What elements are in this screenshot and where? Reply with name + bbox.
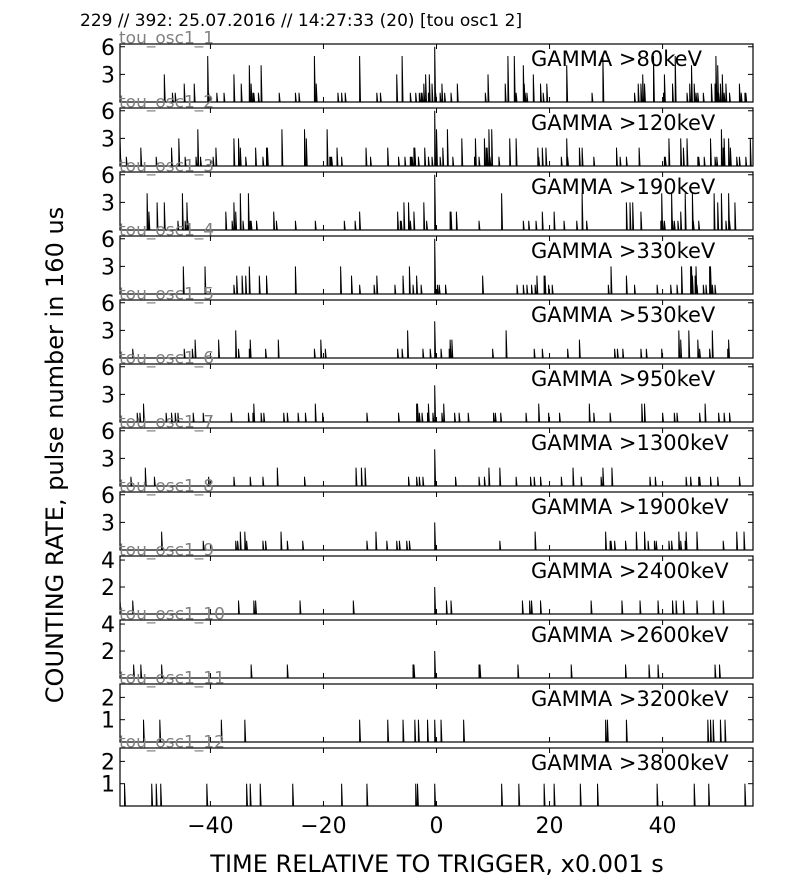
channel-label: tou_osc1_3 bbox=[119, 156, 215, 177]
y-tick-label: 3 bbox=[101, 319, 115, 345]
channel-label: tou_osc1_10 bbox=[119, 604, 225, 625]
y-tick-label: 6 bbox=[101, 227, 115, 253]
band-label: GAMMA >80keV bbox=[531, 47, 702, 71]
y-tick-label: 6 bbox=[101, 291, 115, 317]
panel bbox=[101, 477, 753, 551]
band-label: GAMMA >190keV bbox=[531, 175, 716, 199]
x-axis-label: TIME RELATIVE TO TRIGGER, x0.001 s bbox=[210, 850, 664, 878]
y-tick-label: 3 bbox=[101, 511, 115, 537]
band-label: GAMMA >330keV bbox=[531, 239, 716, 263]
y-tick-label: 6 bbox=[101, 355, 115, 381]
band-label: GAMMA >530keV bbox=[531, 303, 716, 327]
panel bbox=[101, 349, 753, 423]
channel-label: tou_osc1_12 bbox=[119, 732, 225, 753]
band-label: GAMMA >2400keV bbox=[531, 559, 729, 583]
panel bbox=[101, 733, 753, 807]
y-tick-label: 3 bbox=[101, 255, 115, 281]
y-tick-label: 6 bbox=[101, 35, 115, 61]
channel-label: tou_osc1_5 bbox=[119, 284, 215, 305]
y-tick-label: 6 bbox=[101, 99, 115, 125]
panel-stack bbox=[101, 29, 753, 807]
y-tick-label: 3 bbox=[101, 191, 115, 217]
y-axis-label: COUNTING RATE, pulse number in 160 us bbox=[41, 206, 69, 704]
y-tick-label: 4 bbox=[101, 613, 115, 639]
panel bbox=[101, 285, 753, 359]
channel-label: tou_osc1_9 bbox=[119, 540, 215, 561]
channel-label: tou_osc1_8 bbox=[119, 476, 215, 497]
panel bbox=[101, 157, 753, 231]
y-tick-label: 6 bbox=[101, 483, 115, 509]
band-label: GAMMA >1900keV bbox=[531, 495, 729, 519]
x-tick-label: −40 bbox=[187, 814, 234, 839]
x-tick-label: −20 bbox=[300, 814, 347, 839]
band-label: GAMMA >950keV bbox=[531, 367, 716, 391]
panel bbox=[101, 93, 753, 167]
chart-header: 229 // 392: 25.07.2016 // 14:27:33 (20) [tou osc1 2] bbox=[80, 11, 523, 31]
y-tick-label: 2 bbox=[101, 750, 115, 776]
x-tick-label: 40 bbox=[648, 814, 677, 839]
channel-label: tou_osc1_11 bbox=[119, 668, 225, 689]
panel bbox=[101, 541, 753, 615]
channel-label: tou_osc1_1 bbox=[119, 28, 215, 49]
panel bbox=[101, 413, 753, 487]
channel-label: tou_osc1_7 bbox=[119, 412, 215, 433]
y-tick-label: 3 bbox=[101, 63, 115, 89]
band-label: GAMMA >2600keV bbox=[531, 623, 729, 647]
x-tick-label: 0 bbox=[429, 814, 444, 839]
panel bbox=[101, 221, 753, 295]
band-label: GAMMA >3800keV bbox=[531, 751, 729, 775]
y-tick-label: 3 bbox=[101, 447, 115, 473]
y-tick-label: 6 bbox=[101, 419, 115, 445]
x-tick-label: 20 bbox=[535, 814, 564, 839]
y-tick-label: 1 bbox=[101, 772, 115, 798]
band-label: GAMMA >120keV bbox=[531, 111, 716, 135]
channel-label: tou_osc1_2 bbox=[119, 92, 215, 113]
y-tick-label: 2 bbox=[101, 640, 115, 666]
channel-label: tou_osc1_4 bbox=[119, 220, 215, 241]
y-tick-label: 2 bbox=[101, 576, 115, 602]
y-tick-label: 4 bbox=[101, 549, 115, 575]
band-label: GAMMA >3200keV bbox=[531, 687, 729, 711]
y-tick-label: 3 bbox=[101, 383, 115, 409]
panel bbox=[101, 605, 753, 679]
panel bbox=[101, 669, 753, 743]
x-axis-ticks bbox=[187, 814, 676, 839]
panel bbox=[101, 29, 753, 103]
y-tick-label: 6 bbox=[101, 163, 115, 189]
channel-label: tou_osc1_6 bbox=[119, 348, 215, 369]
y-tick-label: 1 bbox=[101, 708, 115, 734]
y-tick-label: 3 bbox=[101, 127, 115, 153]
y-tick-label: 2 bbox=[101, 686, 115, 712]
band-label: GAMMA >1300keV bbox=[531, 431, 729, 455]
